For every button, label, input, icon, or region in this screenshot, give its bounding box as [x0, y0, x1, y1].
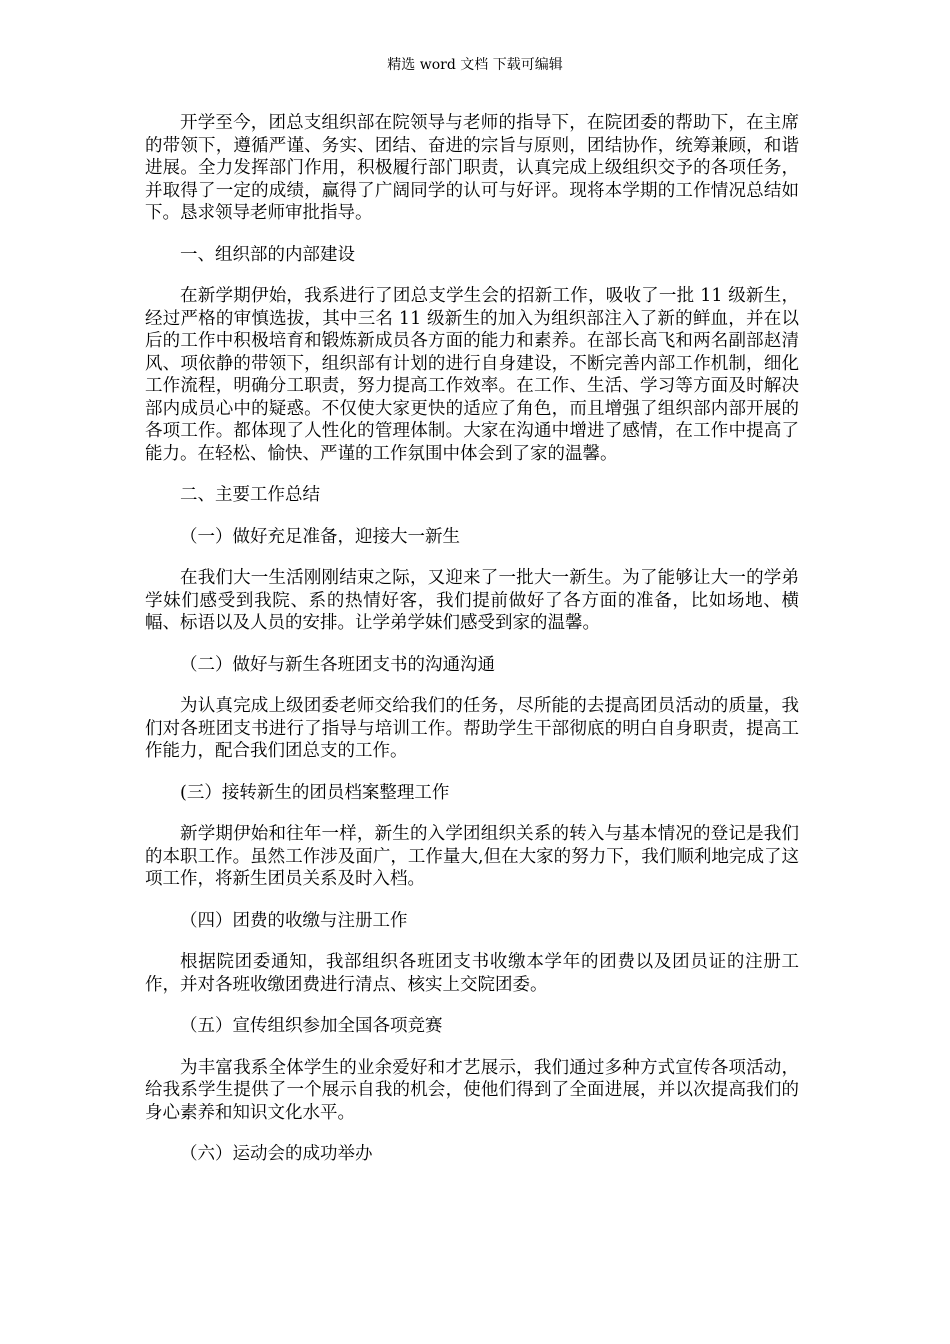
subsection-heading-1: （一）做好充足准备，迎接大一新生 — [180, 526, 460, 547]
subsection-heading-5: （五）宣传组织参加全国各项竞赛 — [180, 1016, 443, 1036]
subsection-heading-2: （二）做好与新生各班团支书的沟通沟通 — [180, 654, 495, 675]
subsection-4-paragraph: 根据院团委通知，我部组织各班团支书收缴本学年的团费以及团员证的注册工作，并对各班收缴团费进行清点、核实上交院团委。 — [145, 952, 799, 995]
section-1-paragraph: 在新学期伊始，我系进行了团总支学生会的招新工作，吸收了一批 11 级新生，经过严格的审慎选拔，其中三名 11 级新生的加入为组织部注入了新的鲜血，并在以后的工作中积极培育和锻炼新成员各方面的能力和素养。在部长高飞和两名副部赵清风、项依静的带领下，组织部有计划的进行自身建设，不断完善内部工作机制，细化工作流程，明确分工职责，努力提高工作效率。在工作、生活、学习等方面及时解决部内成员心中的疑惑。不仅使大家更快的适应了角色，而且增强了组织部内部开展的各项工作。都体现了人性化的管理体制。大家在沟通中增进了感情，在工作中提高了能力。在轻松、愉快、严谨的工作氛围中体会到了家的温馨。 — [145, 286, 799, 464]
page-header: 精选 word 文档 下载可编辑 — [387, 57, 563, 73]
subsection-heading-3: (三）接转新生的团员档案整理工作 — [180, 782, 450, 803]
subsection-3-paragraph: 新学期伊始和往年一样，新生的入学团组织关系的转入与基本情况的登记是我们的本职工作。虽然工作涉及面广，工作量大,但在大家的努力下，我们顺利地完成了这项工作，将新生团员关系及时入档。 — [145, 824, 799, 889]
subsection-2-paragraph: 为认真完成上级团委老师交给我们的任务，尽所能的去提高团员活动的质量，我们对各班团支书进行了指导与培训工作。帮助学生干部彻底的明白自身职责，提高工作能力，配合我们团总支的工作。 — [145, 696, 799, 761]
subsection-1-paragraph: 在我们大一生活刚刚结束之际，又迎来了一批大一新生。为了能够让大一的学弟学妹们感受到我院、系的热情好客，我们提前做好了各方面的准备，比如场地、横幅、标语以及人员的安排。让学弟学妹们感受到家的温馨。 — [145, 568, 799, 633]
section-heading-1: 一、组织部的内部建设 — [180, 244, 355, 265]
subsection-heading-4: （四）团费的收缴与注册工作 — [180, 910, 408, 931]
section-heading-2: 二、主要工作总结 — [180, 485, 320, 505]
document-body — [145, 112, 799, 1185]
subsection-5-paragraph: 为丰富我系全体学生的业余爱好和才艺展示，我们通过多种方式宣传各项活动，给我系学生提供了一个展示自我的机会，使他们得到了全面进展，并以次提高我们的身心素养和知识文化水平。 — [145, 1057, 799, 1123]
subsection-heading-6: （六）运动会的成功举办 — [180, 1144, 373, 1164]
intro-paragraph: 开学至今，团总支组织部在院领导与老师的指导下，在院团委的帮助下，在主席的带领下，遵循严谨、务实、团结、奋进的宗旨与原则，团结协作，统筹兼顾，和谐进展。全力发挥部门作用，积极履行部门职责，认真完成上级组织交予的各项任务，并取得了一定的成绩，赢得了广阔同学的认可与好评。现将本学期的工作情况总结如下。恳求领导老师审批指导。 — [145, 113, 799, 223]
